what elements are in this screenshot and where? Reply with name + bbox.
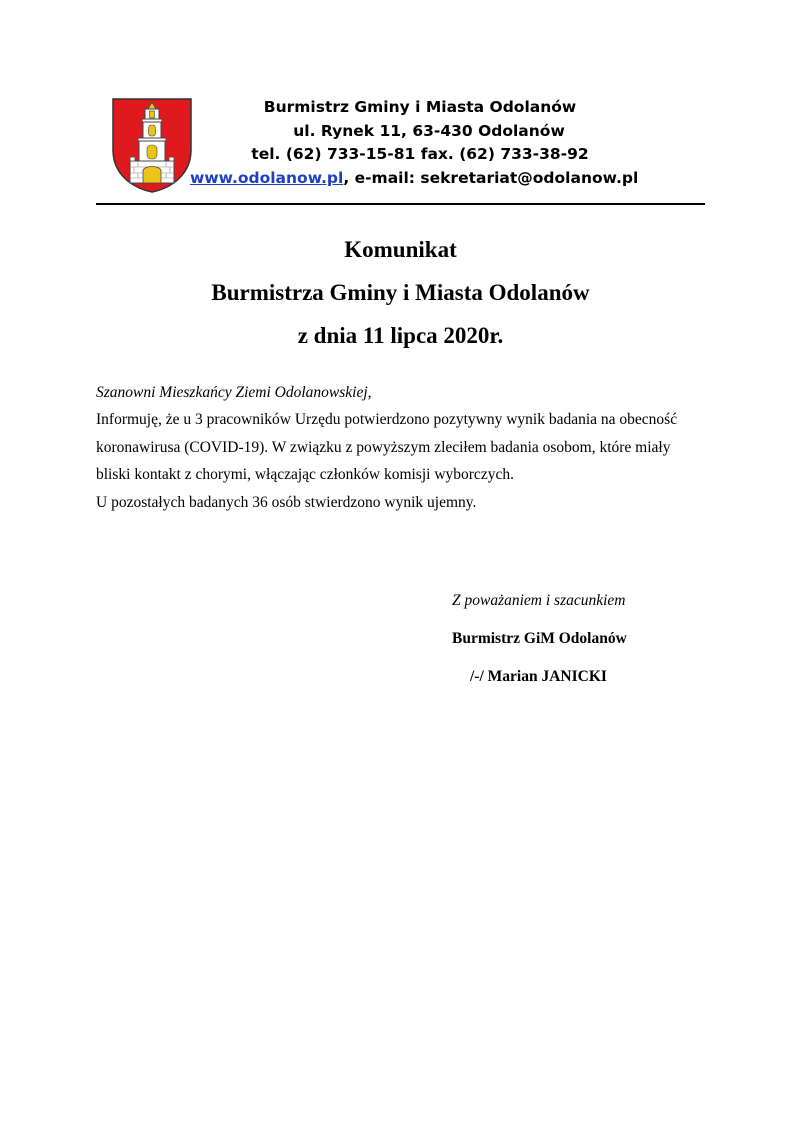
letterhead-contact (190, 167, 639, 191)
body-line-4: U pozostałych badanych 36 osób stwierdzono wynik ujemny. (96, 493, 477, 511)
letterhead (190, 96, 640, 190)
greeting: Szanowni Mieszkańcy Ziemi Odolanowskiej, (96, 384, 372, 401)
letterhead-office-name: Burmistrz Gminy i Miasta Odolanów (263, 98, 577, 116)
letterhead-address: ul. Rynek 11, 63-430 Odolanów (293, 121, 565, 140)
title-line-3: z dnia 11 lipca 2020r. (297, 323, 504, 348)
website-link[interactable]: www.odolanow.pl (190, 168, 344, 187)
title-line-2: Burmistrza Gminy i Miasta Odolanów (211, 280, 590, 305)
email-text: , e-mail: sekretariat@odolanow.pl (343, 168, 639, 187)
document-body (96, 379, 716, 516)
closing-phrase: Z poważaniem i szacunkiem (452, 592, 626, 609)
body-line-1: Informuję, że u 3 pracowników Urzędu potwierdzono pozytywny wynik badania na obecność (96, 411, 678, 429)
title-line-1: Komunikat (344, 237, 457, 262)
letterhead-divider (96, 203, 705, 205)
coat-of-arms-icon (110, 96, 194, 194)
signature-block (452, 582, 712, 696)
signatory-name: /-/ Marian JANICKI (470, 668, 607, 685)
letterhead-phone-fax: tel. (62) 733-15-81 fax. (62) 733-38-92 (251, 145, 589, 163)
document-title (96, 228, 705, 357)
body-line-2: koronawirusa (COVID-19). W związku z powyższym zleciłem badania osobom, które miały (96, 438, 671, 456)
body-line-3: bliski kontakt z chorymi, włączając członków komisji wyborczych. (96, 466, 514, 484)
signatory-title: Burmistrz GiM Odolanów (452, 630, 627, 647)
